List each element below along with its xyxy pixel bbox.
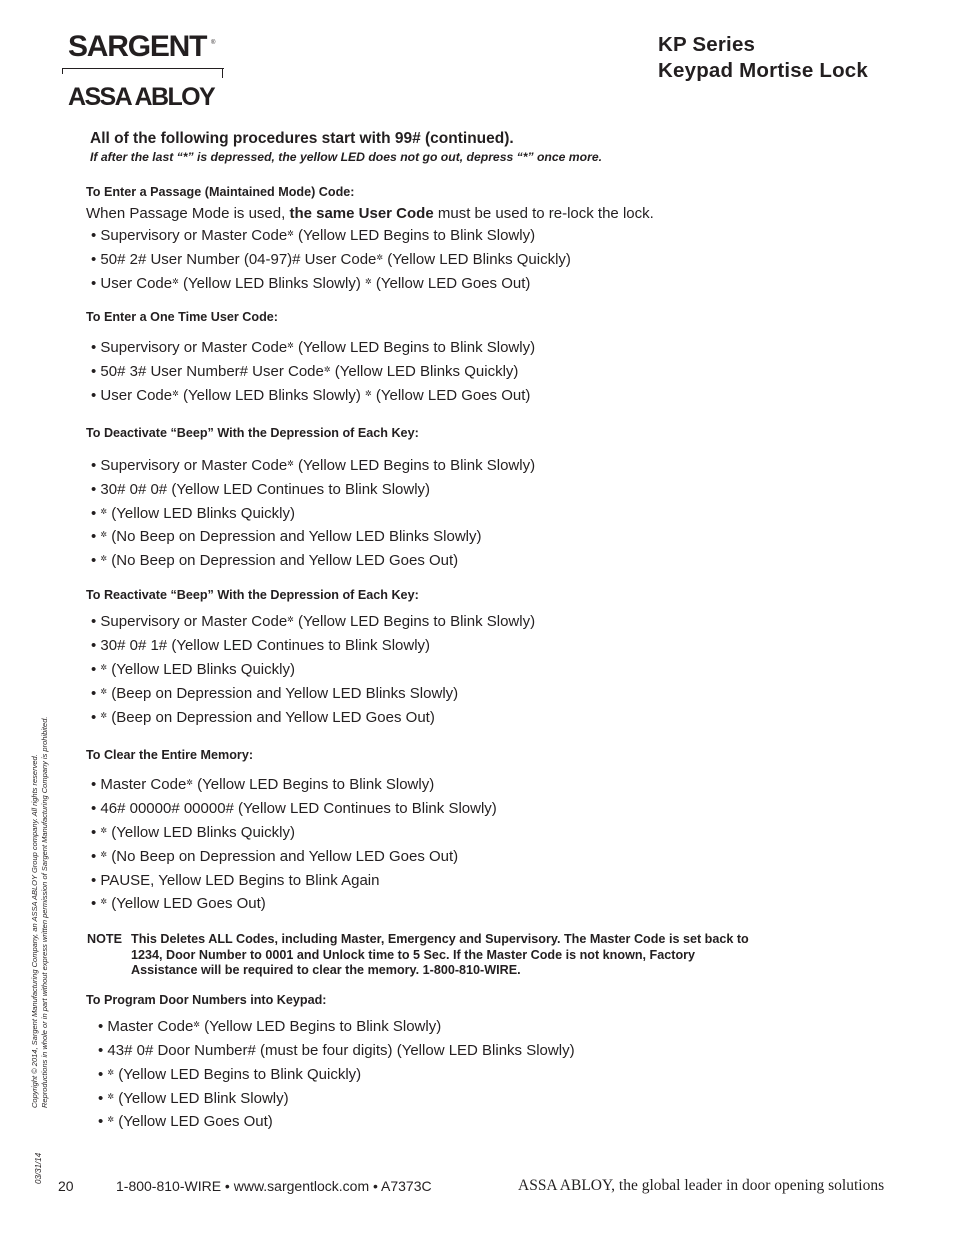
section-heading-clear-memory: To Clear the Entire Memory: bbox=[86, 748, 254, 762]
registered-mark: ® bbox=[211, 40, 216, 46]
step-item: • ✲ (No Beep on Depression and Yellow LED Goes Out) bbox=[91, 848, 459, 865]
step-item: • PAUSE, Yellow LED Begins to Blink Again bbox=[91, 872, 380, 889]
section-heading-passage: To Enter a Passage (Maintained Mode) Code: bbox=[86, 185, 355, 199]
star-key-icon: ✲ bbox=[323, 365, 331, 374]
section-heading-reactivate-beep: To Reactivate “Beep” With the Depression of Each Key: bbox=[86, 588, 419, 602]
star-key-icon: ✲ bbox=[100, 850, 108, 859]
sargent-assa-abloy-logo bbox=[62, 28, 227, 118]
star-key-icon: ✲ bbox=[100, 663, 108, 672]
star-key-icon: ✲ bbox=[100, 711, 108, 720]
star-key-icon: ✲ bbox=[186, 778, 193, 787]
copyright-notice bbox=[30, 628, 49, 1108]
step-item: • ✲ (Beep on Depression and Yellow LED Goes Out) bbox=[91, 709, 435, 726]
star-key-icon: ✲ bbox=[365, 389, 372, 398]
star-key-icon: ✲ bbox=[100, 897, 108, 906]
star-key-icon: ✲ bbox=[287, 229, 294, 238]
step-item: • ✲ (Yellow LED Blinks Quickly) bbox=[91, 824, 295, 841]
title-line-1: KP Series bbox=[658, 33, 756, 56]
document-title bbox=[658, 32, 868, 84]
section-heading-one-time: To Enter a One Time User Code: bbox=[86, 310, 278, 324]
step-item: • ✲ (No Beep on Depression and Yellow LED Goes Out) bbox=[91, 552, 459, 569]
note-label: NOTE bbox=[87, 932, 122, 946]
revision-date: 03/31/14 bbox=[34, 1152, 43, 1184]
step-item: • 43# 0# Door Number# (must be four digits) (Yellow LED Blinks Slowly) bbox=[98, 1042, 575, 1059]
step-item: • User Code✲ (Yellow LED Blinks Slowly) ✲ (Yellow LED Goes Out) bbox=[91, 387, 531, 404]
star-key-icon: ✲ bbox=[100, 554, 108, 563]
star-key-icon: ✲ bbox=[172, 277, 179, 286]
step-item: • 46# 00000# 00000# (Yellow LED Continues to Blink Slowly) bbox=[91, 800, 497, 817]
step-item: • ✲ (Yellow LED Begins to Blink Quickly) bbox=[98, 1066, 362, 1083]
star-key-icon: ✲ bbox=[100, 687, 108, 696]
step-item: • 50# 2# User Number (04-97)# User Code✲ (Yellow LED Blinks Quickly) bbox=[91, 251, 571, 268]
star-key-icon: ✲ bbox=[376, 253, 384, 262]
step-item: • ✲ (Yellow LED Blink Slowly) bbox=[98, 1090, 289, 1107]
step-item: • ✲ (Beep on Depression and Yellow LED Blinks Slowly) bbox=[91, 685, 459, 702]
footer-tagline: ASSA ABLOY, the global leader in door opening solutions bbox=[518, 1177, 885, 1194]
star-key-icon: ✲ bbox=[107, 1092, 115, 1101]
step-item: • Supervisory or Master Code✲ (Yellow LED Begins to Blink Slowly) bbox=[91, 227, 536, 244]
star-key-icon: ✲ bbox=[287, 341, 294, 350]
star-key-icon: ✲ bbox=[287, 459, 294, 468]
step-item: • User Code✲ (Yellow LED Blinks Slowly) ✲ (Yellow LED Goes Out) bbox=[91, 275, 531, 292]
passage-lead-text-end: must be used to re-lock the lock. bbox=[433, 205, 654, 222]
step-item: • ✲ (Yellow LED Goes Out) bbox=[91, 895, 266, 912]
step-item: • ✲ (Yellow LED Blinks Quickly) bbox=[91, 661, 295, 678]
star-key-icon: ✲ bbox=[365, 277, 372, 286]
step-item: • ✲ (Yellow LED Blinks Quickly) bbox=[91, 505, 295, 522]
title-line-2: Keypad Mortise Lock bbox=[658, 59, 868, 82]
star-key-icon: ✲ bbox=[193, 1020, 200, 1029]
step-item: • Master Code✲ (Yellow LED Begins to Blink Slowly) bbox=[91, 776, 435, 793]
step-item: • 30# 0# 0# (Yellow LED Continues to Blink Slowly) bbox=[91, 481, 431, 498]
copyright-line-1: Copyright © 2014, Sargent Manufacturing Company, an ASSA ABLOY Group company. All rights reserved. bbox=[30, 754, 39, 1108]
footer-contact: 1-800-810-WIRE • www.sargentlock.com • A7373C bbox=[116, 1178, 432, 1194]
intro-block bbox=[90, 129, 602, 165]
star-key-icon: ✲ bbox=[107, 1068, 115, 1077]
star-key-icon: ✲ bbox=[172, 389, 179, 398]
page-number: 20 bbox=[58, 1178, 74, 1194]
step-item: • Master Code✲ (Yellow LED Begins to Blink Slowly) bbox=[98, 1018, 442, 1035]
star-key-icon: ✲ bbox=[100, 826, 108, 835]
section-heading-deactivate-beep: To Deactivate “Beep” With the Depression of Each Key: bbox=[86, 426, 419, 440]
intro-note: If after the last “*” is depressed, the yellow LED does not go out, depress “*” once more. bbox=[90, 150, 602, 164]
note-text: This Deletes ALL Codes, including Master, Emergency and Supervisory. The Master Code is set back to 1234, Door Number to 0001 and Unlock time to 5 Sec. If the Master Code is not known, Factory Assistance will be required to clear the memory. 1-800-810-WIRE. bbox=[131, 932, 749, 977]
passage-lead bbox=[86, 205, 654, 222]
step-item: • Supervisory or Master Code✲ (Yellow LED Begins to Blink Slowly) bbox=[91, 457, 536, 474]
step-item: • Supervisory or Master Code✲ (Yellow LED Begins to Blink Slowly) bbox=[91, 613, 536, 630]
sargent-wordmark: SARGENT bbox=[68, 30, 207, 63]
passage-lead-text: When Passage Mode is used, bbox=[86, 205, 290, 222]
logo-rule-right bbox=[222, 68, 223, 78]
step-item: • Supervisory or Master Code✲ (Yellow LED Begins to Blink Slowly) bbox=[91, 339, 536, 356]
star-key-icon: ✲ bbox=[100, 507, 108, 516]
logo-rule bbox=[62, 68, 224, 69]
step-item: • 30# 0# 1# (Yellow LED Continues to Blink Slowly) bbox=[91, 637, 431, 654]
passage-lead-emphasis: the same User Code bbox=[289, 205, 434, 222]
logo-rule-left bbox=[62, 68, 63, 74]
step-item: • 50# 3# User Number# User Code✲ (Yellow LED Blinks Quickly) bbox=[91, 363, 519, 380]
star-key-icon: ✲ bbox=[100, 530, 108, 539]
star-key-icon: ✲ bbox=[107, 1115, 115, 1124]
assa-abloy-wordmark: ASSA ABLOY bbox=[68, 83, 215, 111]
step-item: • ✲ (No Beep on Depression and Yellow LED Blinks Slowly) bbox=[91, 528, 482, 545]
copyright-line-2: Reproductions in whole or in part without express written permission of Sargent Manufacturing Company is prohibited. bbox=[39, 716, 49, 1108]
step-item: • ✲ (Yellow LED Goes Out) bbox=[98, 1113, 273, 1130]
star-key-icon: ✲ bbox=[287, 615, 294, 624]
intro-heading: All of the following procedures start with 99# (continued). bbox=[90, 130, 514, 147]
section-heading-door-numbers: To Program Door Numbers into Keypad: bbox=[86, 993, 327, 1007]
